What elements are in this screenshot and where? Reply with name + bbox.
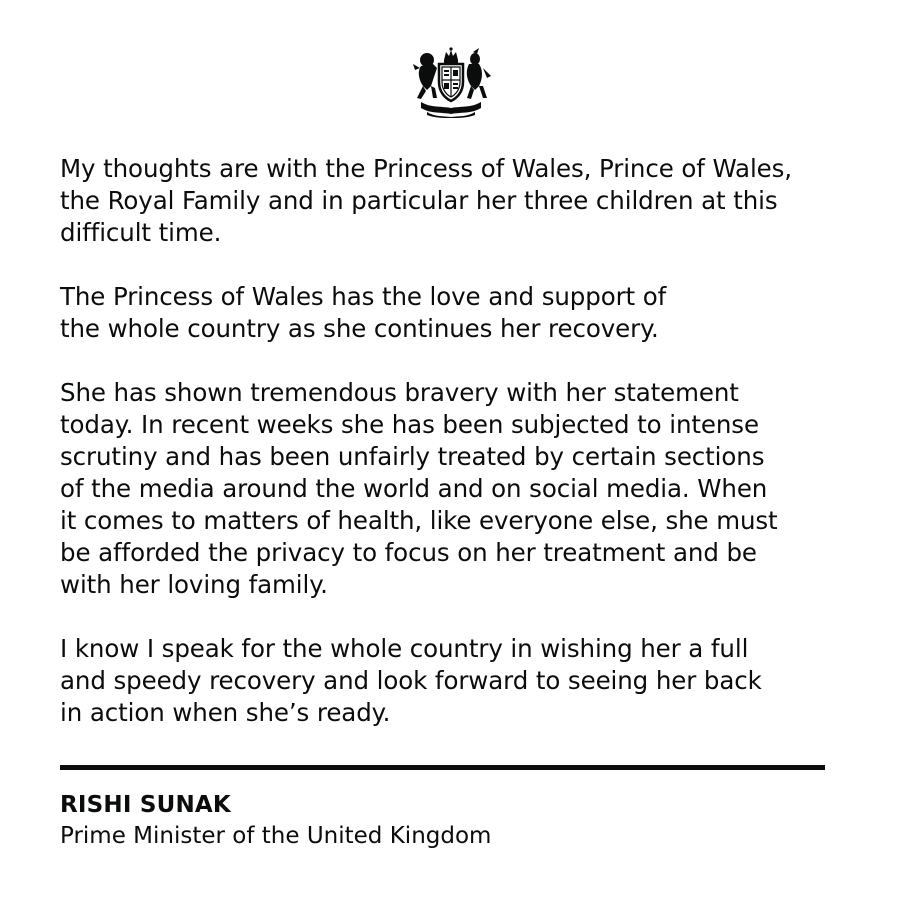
text-line: The Princess of Wales has the love and support of bbox=[60, 282, 667, 311]
paragraph bbox=[60, 633, 850, 729]
text-line: My thoughts are with the Princess of Wales, Prince of Wales, bbox=[60, 154, 792, 183]
statement-body bbox=[60, 153, 850, 761]
paragraph bbox=[60, 153, 850, 249]
text-line: She has shown tremendous bravery with her statement bbox=[60, 378, 739, 407]
text-line: of the media around the world and on social media. When bbox=[60, 474, 768, 503]
text-line: and speedy recovery and look forward to seeing her back bbox=[60, 666, 762, 695]
signatory-title: Prime Minister of the United Kingdom bbox=[60, 823, 492, 849]
signatory-name: RISHI SUNAK bbox=[60, 792, 231, 818]
text-line: with her loving family. bbox=[60, 570, 328, 599]
paragraph bbox=[60, 281, 850, 345]
text-line: in action when she’s ready. bbox=[60, 698, 391, 727]
paragraph bbox=[60, 377, 850, 601]
text-line: scrutiny and has been unfairly treated by certain sections bbox=[60, 442, 765, 471]
royal-coat-of-arms-icon bbox=[407, 46, 495, 118]
text-line: the whole country as she continues her recovery. bbox=[60, 314, 659, 343]
signature-divider bbox=[60, 765, 825, 770]
text-line: the Royal Family and in particular her three children at this bbox=[60, 186, 778, 215]
text-line: today. In recent weeks she has been subjected to intense bbox=[60, 410, 759, 439]
text-line: difficult time. bbox=[60, 218, 222, 247]
text-line: I know I speak for the whole country in wishing her a full bbox=[60, 634, 749, 663]
text-line: it comes to matters of health, like everyone else, she must bbox=[60, 506, 778, 535]
text-line: be afforded the privacy to focus on her treatment and be bbox=[60, 538, 757, 567]
